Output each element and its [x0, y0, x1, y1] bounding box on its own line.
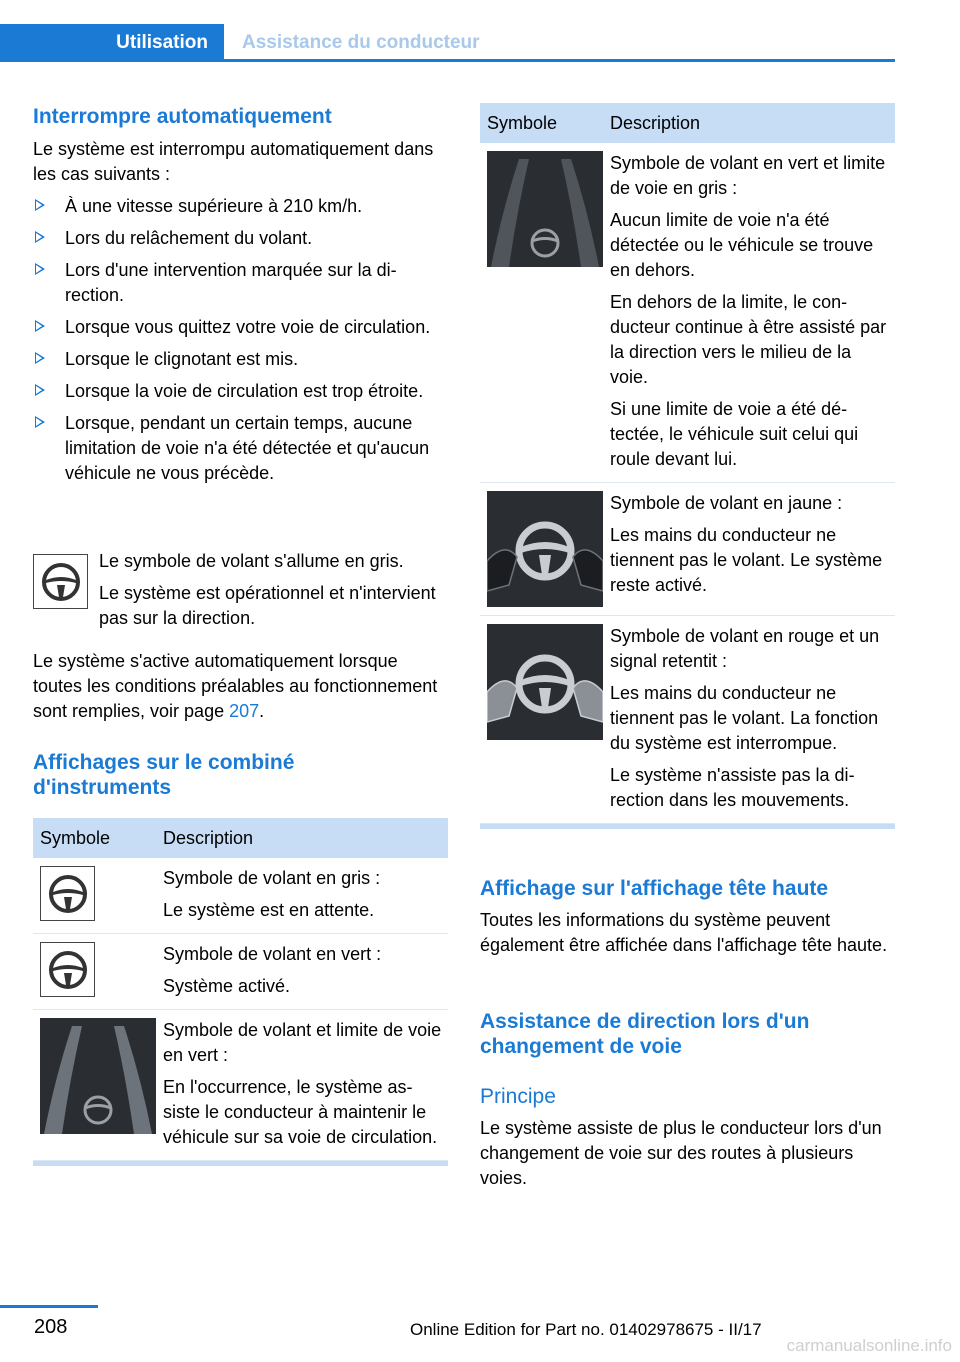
list-item: Lorsque, pendant un certain temps, aucune limitation de voie n'a été détectée et qu'aucun véhicule ne vous précède.	[33, 411, 448, 486]
bullet-arrow-icon	[35, 416, 45, 428]
list-item: Lors du relâchement du volant.	[33, 226, 448, 251]
display-table-left	[33, 818, 448, 1166]
steering-wheel-gray-icon	[40, 866, 95, 921]
table-row: Symbole de volant en rouge et un signal retentit : Les mains du conducteur ne tiennent pas le volant. La fonction du système est interrompue. Le système n'assiste pas la direction dans les mouvements.	[480, 616, 895, 824]
table-header-description: Description	[156, 818, 448, 858]
steering-wheel-gray-icon	[33, 554, 88, 609]
interrupt-bullet-list	[33, 194, 448, 493]
heading-displays: Affichages sur le combiné d'instruments	[33, 751, 295, 799]
steering-wheel-green-lane-gray-icon	[487, 151, 603, 267]
steering-note	[33, 549, 448, 631]
table-end-rule	[480, 824, 895, 829]
bullet-arrow-icon	[35, 352, 45, 364]
page-number: 208	[34, 1316, 68, 1338]
hud-paragraph: Toutes les informations du système peuvent également être affichée dans l'affichage tête haute.	[480, 910, 888, 955]
display-table-right	[480, 103, 895, 829]
table-row: Symbole de volant en vert : Système activé.	[33, 934, 448, 1010]
list-item: À une vitesse supérieure à 210 km/h.	[33, 194, 448, 219]
heading-principle: Principe	[480, 1085, 556, 1108]
list-item: Lorsque vous quittez votre voie de circulation.	[33, 315, 448, 340]
hands-off-red-icon	[487, 624, 603, 740]
list-item: Lorsque la voie de circulation est trop étroite.	[33, 379, 448, 404]
heading-lane-change: Assistance de direction lors d'un changement de voie	[480, 1010, 810, 1058]
table-end-rule	[33, 1161, 448, 1166]
list-item: Lorsque le clignotant est mis.	[33, 347, 448, 372]
note-line-1: Le symbole de volant s'allume en gris.	[99, 551, 404, 571]
bullet-arrow-icon	[35, 320, 45, 332]
principle-paragraph: Le système assiste de plus le conducteur lors d'un changement de voie sur des routes à plusieurs voies.	[480, 1118, 882, 1188]
edition-text: Online Edition for Part no. 01402978675 - II/17	[410, 1320, 762, 1339]
table-row: Symbole de volant et limite de voie en vert : En l'occurrence, le système assiste le conducteur à maintenir le véhicule sur sa voie de circulation.	[33, 1010, 448, 1161]
bullet-arrow-icon	[35, 199, 45, 211]
table-row: Symbole de volant en gris : Le système est en attente.	[33, 858, 448, 934]
page-link-207[interactable]: 207	[229, 701, 260, 721]
interrupt-intro: Le système est interrompu automatiquement dans les cas suivants :	[33, 139, 434, 184]
heading-hud: Affichage sur l'affichage tête haute	[480, 877, 829, 900]
activate-paragraph: Le système s'active automatiquement lorsque toutes les conditions préalables au fonctionnement sont remplies, voir page 207.	[33, 651, 438, 721]
bullet-arrow-icon	[35, 384, 45, 396]
table-header-description: Description	[603, 103, 895, 143]
footer-rule	[0, 1305, 98, 1308]
table-header-symbol: Symbole	[480, 103, 603, 143]
table-row: Symbole de volant en vert et limite de voie en gris : Aucun limite de voie n'a été détectée ou le véhicule se trouve en dehors. En dehors de la limite, le conducteur continue à être assisté par la direction vers le milieu de la voie. Si une limite de voie a été détectée, le véhicule suit celui qui roule devant lui.	[480, 143, 895, 483]
bullet-arrow-icon	[35, 263, 45, 275]
steering-wheel-lane-green-icon	[40, 1018, 156, 1134]
steering-wheel-green-icon	[40, 942, 95, 997]
header-section-title[interactable]: Assistance du conducteur	[242, 32, 480, 53]
table-row: Symbole de volant en jaune : Les mains du conducteur ne tiennent pas le volant. Le système reste activé.	[480, 483, 895, 616]
hands-off-yellow-icon	[487, 491, 603, 607]
heading-interrupt: Interrompre automatiquement	[33, 105, 332, 128]
bullet-arrow-icon	[35, 231, 45, 243]
list-item: Lors d'une intervention marquée sur la direction.	[33, 258, 448, 308]
note-line-2: Le système est opérationnel et n'intervient pas sur la direction.	[99, 583, 436, 628]
header-chapter-tab[interactable]: Utilisation	[0, 24, 224, 62]
table-header-symbol: Symbole	[33, 818, 156, 858]
watermark-text: carmanualsonline.info	[786, 1336, 952, 1355]
